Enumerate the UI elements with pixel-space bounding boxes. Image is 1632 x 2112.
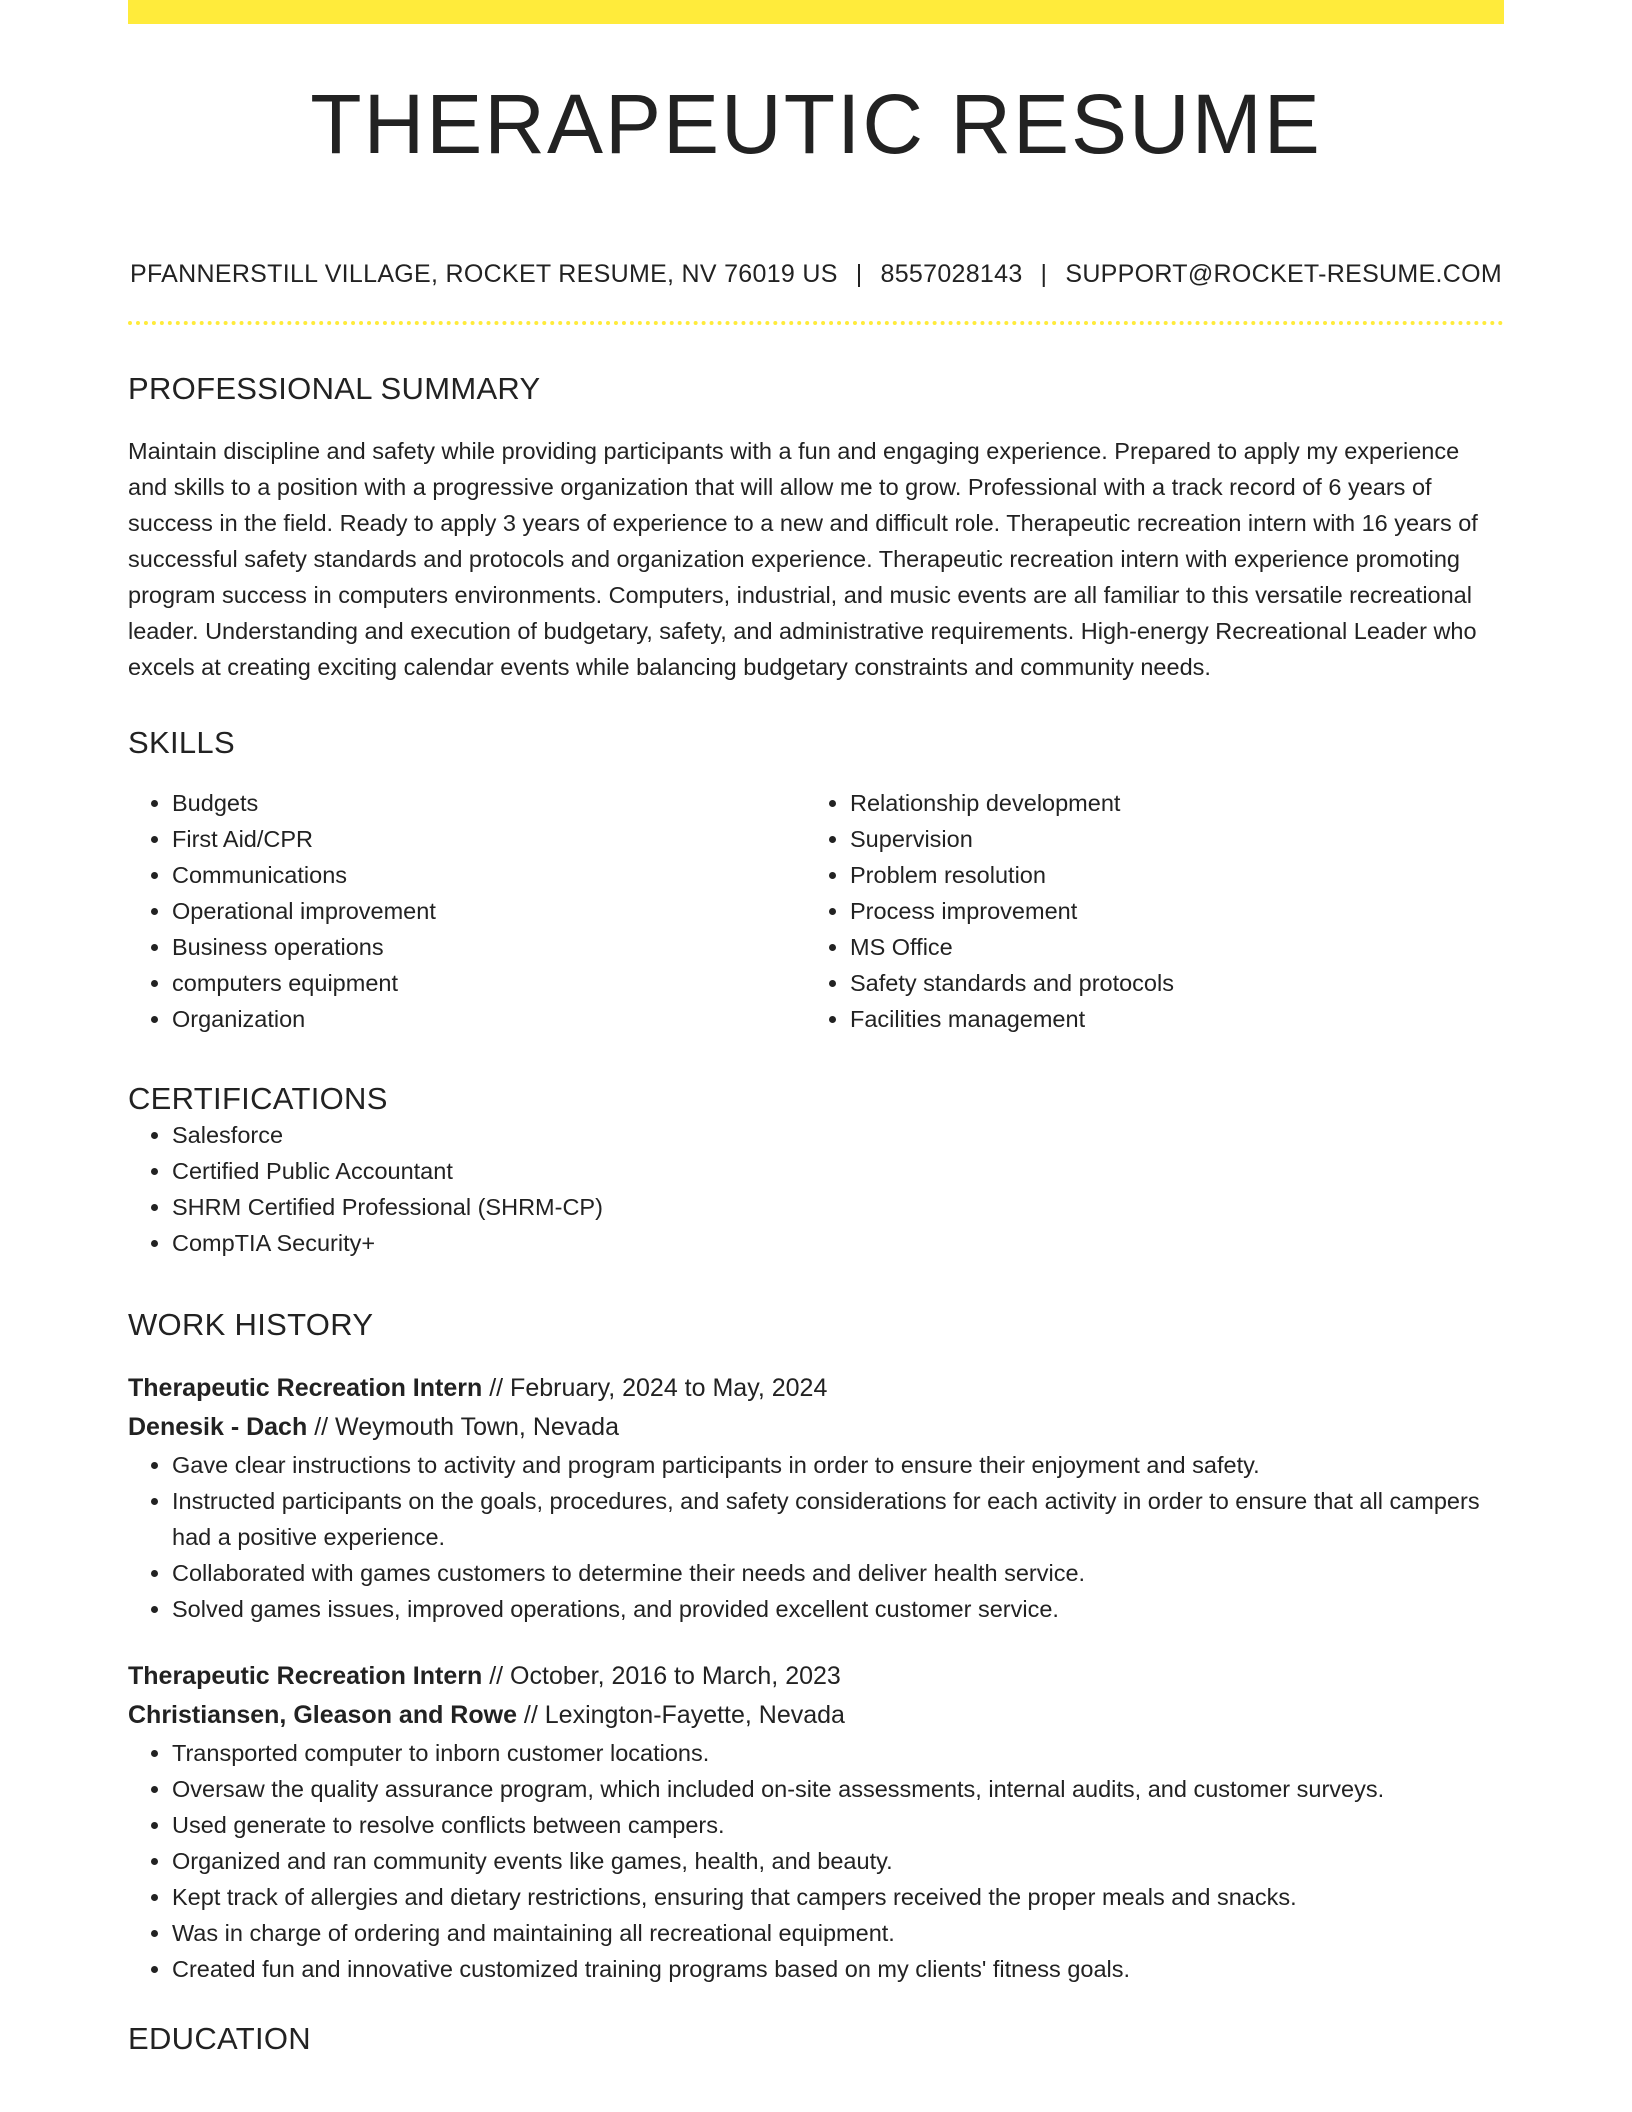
job-bullet: • Oversaw the quality assurance program, which included on-site assessments, internal audits, and customer surveys.: [172, 1771, 1504, 1807]
certification-item: • SHRM Certified Professional (SHRM-CP): [172, 1189, 1504, 1225]
job-company-line: [128, 1696, 1504, 1735]
skill-item: • Operational improvement: [172, 893, 806, 929]
skill-item: • Facilities management: [850, 1001, 1484, 1037]
resume-page: [128, 0, 1504, 2057]
job-location: Weymouth Town, Nevada: [335, 1413, 619, 1441]
job-bullet: • Used generate to resolve conflicts between campers.: [172, 1807, 1504, 1843]
skills-grid: [128, 785, 1504, 1037]
job-title: Therapeutic Recreation Intern: [128, 1374, 483, 1402]
job-bullet: • Gave clear instructions to activity and program participants in order to ensure their enjoyment and safety.: [172, 1447, 1504, 1483]
skill-item: • Communications: [172, 857, 806, 893]
skill-item: • First Aid/CPR: [172, 821, 806, 857]
job-bullet: • Created fun and innovative customized training programs based on my clients' fitness goals.: [172, 1951, 1504, 1987]
skill-item: • computers equipment: [172, 965, 806, 1001]
skill-item: • Process improvement: [850, 893, 1484, 929]
job-title-line: [128, 1369, 1504, 1408]
job-separator: //: [482, 1374, 511, 1402]
skill-item: • MS Office: [850, 929, 1484, 965]
dotted-divider: [128, 321, 1504, 325]
job-separator: //: [482, 1662, 511, 1690]
summary-text: Maintain discipline and safety while providing participants with a fun and engaging experience. Prepared to apply my experience and skills to a position with a progressive organization that will allow me to grow. Professional with a track record of 6 years of success in the field. Ready to apply 3 years of experience to a new and difficult role. Therapeutic recreation intern with 16 years of successful safety standards and protocols and organization experience. Therapeutic recreation intern with experience promoting program success in computers environments. Computers, industrial, and music events are all familiar to this versatile recreational leader. Understanding and execution of budgetary, safety, and administrative requirements. High-energy Recreational Leader who excels at creating exciting calendar events while balancing budgetary constraints and community needs.: [128, 438, 1478, 680]
work-history-heading: WORK HISTORY: [128, 1307, 374, 1342]
job-dates: October, 2016 to March, 2023: [510, 1662, 841, 1690]
job-company: Christiansen, Gleason and Rowe: [128, 1701, 517, 1729]
certification-item: • Salesforce: [172, 1117, 1504, 1153]
job-bullet: • Kept track of allergies and dietary restrictions, ensuring that campers received the proper meals and snacks.: [172, 1879, 1504, 1915]
contact-line: [128, 260, 1504, 289]
job-entry: [128, 1369, 1504, 1627]
contact-separator: |: [1040, 260, 1048, 288]
job-separator: //: [307, 1413, 336, 1441]
job-separator: //: [516, 1701, 545, 1729]
certifications-heading: CERTIFICATIONS: [128, 1081, 388, 1116]
job-bullets: [128, 1447, 1504, 1627]
skill-item: • Safety standards and protocols: [850, 965, 1484, 1001]
contact-address: PFANNERSTILL VILLAGE, ROCKET RESUME, NV 76019 US: [130, 260, 838, 288]
job-bullets: [128, 1735, 1504, 1987]
job-company: Denesik - Dach: [128, 1413, 308, 1441]
certification-item: • CompTIA Security+: [172, 1225, 1504, 1261]
skill-item: • Relationship development: [850, 785, 1484, 821]
summary-heading: PROFESSIONAL SUMMARY: [128, 371, 541, 406]
skills-heading: SKILLS: [128, 725, 235, 760]
job-bullet: • Instructed participants on the goals, procedures, and safety considerations for each activity in order to ensure that all campers had a positive experience.: [172, 1483, 1504, 1555]
certifications-list: [128, 1117, 1504, 1261]
top-accent-bar: [128, 0, 1504, 24]
skill-item: • Budgets: [172, 785, 806, 821]
skills-left-list: [128, 785, 806, 1037]
job-title-line: [128, 1657, 1504, 1696]
skill-item: • Organization: [172, 1001, 806, 1037]
skill-item: • Supervision: [850, 821, 1484, 857]
contact-email: SUPPORT@ROCKET-RESUME.COM: [1065, 260, 1502, 288]
education-heading: EDUCATION: [128, 2021, 311, 2056]
contact-separator: |: [855, 260, 863, 288]
job-entry: [128, 1657, 1504, 1987]
skill-item: • Business operations: [172, 929, 806, 965]
job-company-line: [128, 1408, 1504, 1447]
job-bullet: • Was in charge of ordering and maintaining all recreational equipment.: [172, 1915, 1504, 1951]
job-title: Therapeutic Recreation Intern: [128, 1662, 483, 1690]
skills-left-column: [128, 785, 806, 1037]
job-bullet: • Collaborated with games customers to determine their needs and deliver health service.: [172, 1555, 1504, 1591]
job-location: Lexington-Fayette, Nevada: [544, 1701, 845, 1729]
job-bullet: • Solved games issues, improved operations, and provided excellent customer service.: [172, 1591, 1504, 1627]
certification-item: • Certified Public Accountant: [172, 1153, 1504, 1189]
job-bullet: • Organized and ran community events like games, health, and beauty.: [172, 1843, 1504, 1879]
resume-title: THERAPEUTIC RESUME: [310, 77, 1322, 171]
skills-right-list: [806, 785, 1484, 1037]
skills-right-column: [806, 785, 1484, 1037]
job-dates: February, 2024 to May, 2024: [510, 1374, 828, 1402]
skill-item: • Problem resolution: [850, 857, 1484, 893]
job-bullet: • Transported computer to inborn customer locations.: [172, 1735, 1504, 1771]
contact-phone: 8557028143: [880, 260, 1023, 288]
